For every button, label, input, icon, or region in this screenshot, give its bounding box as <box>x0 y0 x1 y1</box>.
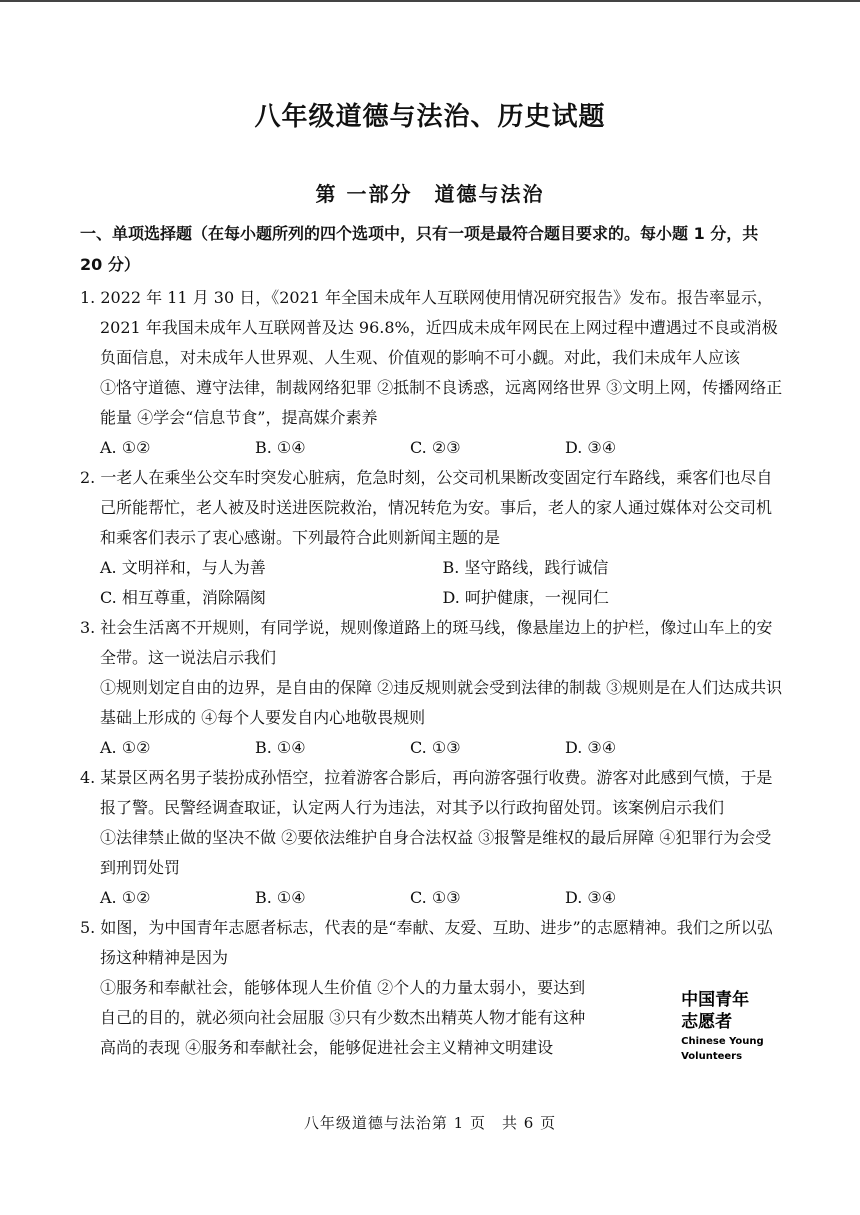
option-a: A. ①② <box>100 738 151 757</box>
question-stem: 5. 如图，为中国青年志愿者标志，代表的是“奉献、友爱、互助、进步”的志愿精神。我们之所以弘扬这种精神是因为 <box>80 918 773 967</box>
option-d: D. ③④ <box>565 738 617 757</box>
part-title: 第 一部分 道德与法治 <box>315 182 545 206</box>
question-options <box>80 883 785 913</box>
question-statements: ①服务和奉献社会，能够体现人生价值 ②个人的力量太弱小，要达到自己的目的，就必须向社会屈服 ③只有少数杰出精英人物才能有这种高尚的表现 ④服务和奉献社会，能够促进社会主义精神文明建设 <box>100 978 586 1057</box>
question-options <box>80 553 785 583</box>
option-b: B. ①④ <box>255 438 306 457</box>
question-3 <box>80 613 785 763</box>
scan-top-border <box>0 0 860 2</box>
option-c: C. ①③ <box>410 738 461 757</box>
logo-cn-line2: 志愿者 <box>681 1012 733 1032</box>
option-d: D. ③④ <box>565 438 617 457</box>
question-2 <box>80 463 785 613</box>
volunteer-logo <box>681 989 785 1063</box>
question-stem: 1. 2022 年 11 月 30 日，《2021 年全国未成年人互联网使用情况研究报告》发布。报告率显示，2021 年我国未成年人互联网普及达 96.8%，近四成未成年网民在上网过程中遭遇过不良或消极负面信息，对未成年人世界观、人生观、价值观的影响不可小觑。对此，我们未成年人应该 <box>80 288 778 367</box>
question-options <box>80 433 785 463</box>
option-d: D. ③④ <box>565 888 617 907</box>
logo-en-line2: Volunteers <box>681 1051 743 1062</box>
question-stem: 2. 一老人在乘坐公交车时突发心脏病，危急时刻，公交司机果断改变固定行车路线，乘客们也尽自己所能帮忙，老人被及时送进医院救治，情况转危为安。事后，老人的家人通过媒体对公交司机和乘客们表示了衷心感谢。下列最符合此则新闻主题的是 <box>80 468 773 547</box>
option-b: B. 坚守路线，践行诚信 <box>442 558 609 577</box>
page-footer: 八年级道德与法治第 1 页 共 6 页 <box>303 1114 557 1132</box>
question-5 <box>80 913 785 1063</box>
question-4 <box>80 763 785 913</box>
question-5-body <box>80 973 785 1063</box>
exam-title: 八年级道德与法治、历史试题 <box>254 102 606 132</box>
question-1 <box>80 283 785 463</box>
option-a: A. 文明祥和，与人为善 <box>100 558 266 577</box>
question-stem: 3. 社会生活离不开规则，有同学说，规则像道路上的斑马线，像悬崖边上的护栏，像过山车上的安全带。这一说法启示我们 <box>80 618 773 667</box>
question-statements: ①规则划定自由的边界，是自由的保障 ②违反规则就会受到法律的制裁 ③规则是在人们达成共识基础上形成的 ④每个人要发自内心地敬畏规则 <box>100 678 783 727</box>
option-b: B. ①④ <box>255 888 306 907</box>
option-c: C. ②③ <box>410 438 461 457</box>
question-statements: ①恪守道德、遵守法律，制裁网络犯罪 ②抵制不良诱惑，远离网络世界 ③文明上网，传播网络正能量 ④学会“信息节食”，提高媒介素养 <box>100 378 783 427</box>
question-stem: 4. 某景区两名男子装扮成孙悟空，拉着游客合影后，再向游客强行收费。游客对此感到气愤，于是报了警。民警经调查取证，认定两人行为违法，对其予以行政拘留处罚。该案例启示我们 <box>80 768 773 817</box>
exam-content <box>80 218 785 1063</box>
question-options <box>80 733 785 763</box>
option-a: A. ①② <box>100 888 151 907</box>
option-b: B. ①④ <box>255 738 306 757</box>
question-statements: ①法律禁止做的坚决不做 ②要依法维护自身合法权益 ③报警是维权的最后屏障 ④犯罪行为会受到刑罚处罚 <box>100 828 772 877</box>
option-d: D. 呵护健康，一视同仁 <box>442 588 609 607</box>
logo-en-line1: Chinese Young <box>681 1036 764 1047</box>
logo-cn-line1: 中国青年 <box>681 990 750 1010</box>
option-a: A. ①② <box>100 438 151 457</box>
question-options <box>80 583 785 613</box>
option-c: C. 相互尊重，消除隔阂 <box>100 588 266 607</box>
section-heading: 一、单项选择题（在每小题所列的四个选项中，只有一项是最符合题目要求的。每小题 1 分，共 20 分） <box>80 224 759 274</box>
option-c: C. ①③ <box>410 888 461 907</box>
